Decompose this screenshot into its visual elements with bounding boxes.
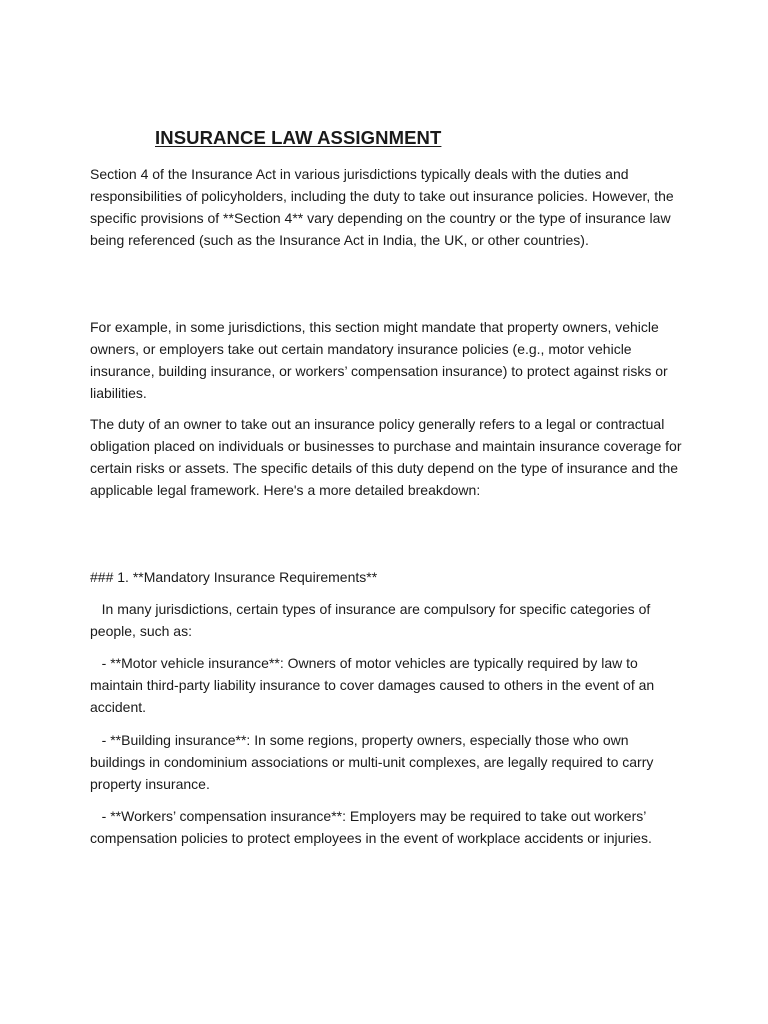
- paragraph-duty-of-owner: The duty of an owner to take out an insurance policy generally refers to a legal or contractual obligation placed on individuals or businesses to purchase and maintain insurance coverage for certain risks or assets. The specific details of this duty depend on the type of insurance and the applicable legal framework. Here's a more detailed breakdown:: [90, 416, 686, 498]
- list-item-motor-vehicle-insurance: - **Motor vehicle insurance**: Owners of motor vehicles are typically required by law to maintain third-party liability insurance to cover damages caused to others in the event of an accident.: [90, 655, 659, 715]
- list-item-building-insurance: - **Building insurance**: In some regions, property owners, especially those who own buildings in condominium associations or multi-unit complexes, are legally required to carry property insurance.: [90, 732, 658, 792]
- paragraph-section-4-intro: Section 4 of the Insurance Act in various jurisdictions typically deals with the duties and responsibilities of policyholders, including the duty to take out insurance policies. However, the specific provisions of **Section 4** vary depending on the country or the type of insurance law being referenced (such as the Insurance Act in India, the UK, or other countries).: [90, 166, 678, 248]
- section-heading-mandatory-requirements: ### 1. **Mandatory Insurance Requirements**: [90, 569, 378, 585]
- paragraph-compulsory-insurance: In many jurisdictions, certain types of insurance are compulsory for specific categories of people, such as:: [90, 601, 655, 639]
- paragraph-example: For example, in some jurisdictions, this section might mandate that property owners, vehicle owners, or employers take out certain mandatory insurance policies (e.g., motor vehicle insurance, building insurance, or workers’ compensation insurance) to protect against risks or liabilities.: [90, 319, 672, 401]
- list-item-workers-compensation: - **Workers’ compensation insurance**: Employers may be required to take out workers’ compensation policies to protect employees in the event of workplace accidents or injuries.: [90, 808, 652, 846]
- document-title: INSURANCE LAW ASSIGNMENT: [155, 127, 442, 148]
